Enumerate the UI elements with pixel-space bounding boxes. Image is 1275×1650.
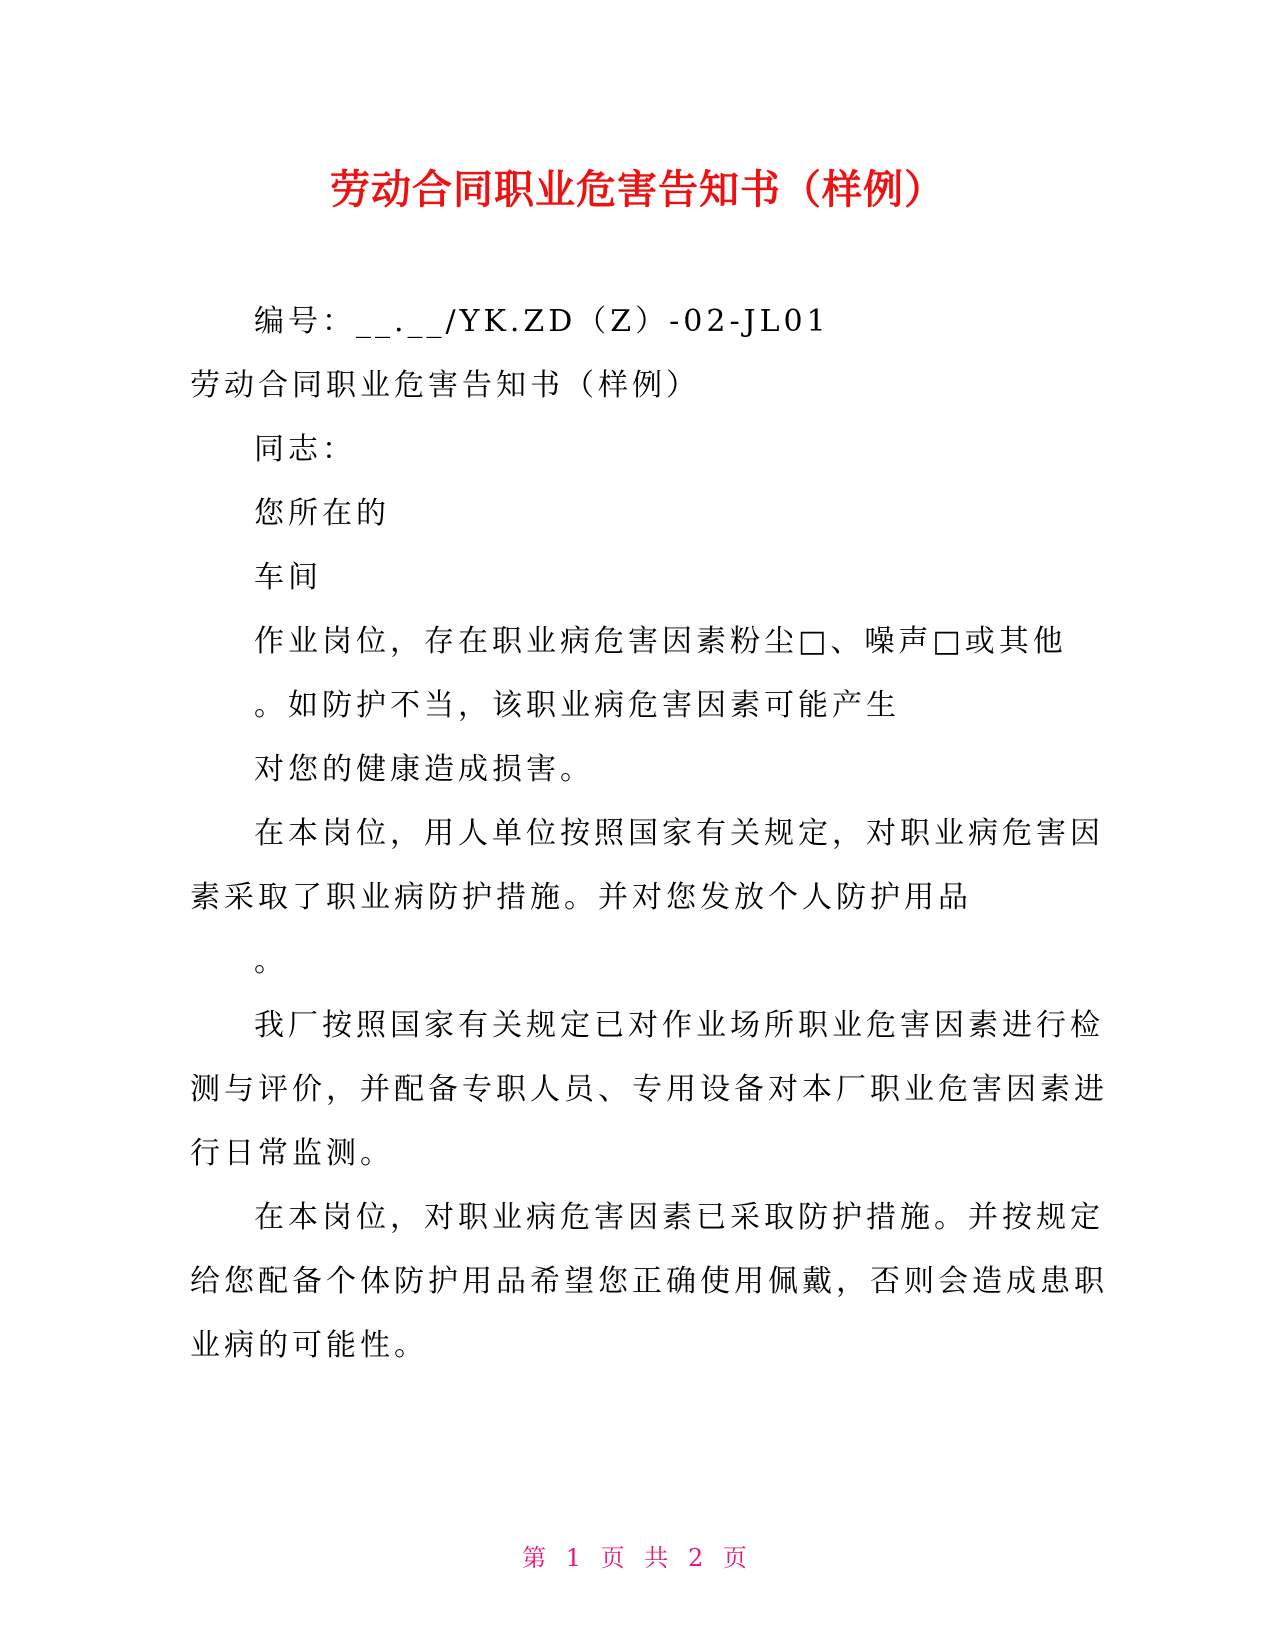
paragraph-line: 。如防护不当，该职业病危害因素可能产生: [254, 688, 900, 723]
paragraph-line: 测与评价，并配备专职人员、专用设备对本厂职业危害因素进: [190, 1072, 1108, 1107]
document-number-line: 编号：__.__/YK.ZD（Z）-02-JL01: [254, 304, 830, 339]
paragraph-line: 车间: [254, 560, 322, 595]
paragraph-line: 作业岗位，存在职业病危害因素粉尘□、噪声□或其他: [254, 624, 1067, 659]
subtitle-line: 劳动合同职业危害告知书（样例）: [190, 368, 700, 403]
paragraph-line: 行日常监测。: [190, 1136, 394, 1171]
document-body: [190, 290, 1108, 1378]
document-title: 劳动合同职业危害告知书（样例）: [330, 167, 945, 213]
salutation-line: 同志：: [254, 432, 356, 467]
paragraph-line: 在本岗位，用人单位按照国家有关规定，对职业病危害因: [254, 816, 1104, 851]
paragraph-line: 在本岗位，对职业病危害因素已采取防护措施。并按规定: [254, 1200, 1104, 1235]
paragraph-line: 给您配备个体防护用品希望您正确使用佩戴，否则会造成患职: [190, 1264, 1108, 1299]
paragraph-line: 我厂按照国家有关规定已对作业场所职业危害因素进行检: [254, 1008, 1104, 1043]
page-footer: 第 1 页 共 2 页: [522, 1544, 753, 1572]
paragraph-line: 业病的可能性。: [190, 1328, 428, 1363]
paragraph-line: 。: [254, 944, 288, 979]
paragraph-line: 对您的健康造成损害。: [254, 752, 594, 787]
paragraph-line: 素采取了职业病防护措施。并对您发放个人防护用品: [190, 880, 972, 915]
paragraph-line: 您所在的: [254, 496, 390, 531]
